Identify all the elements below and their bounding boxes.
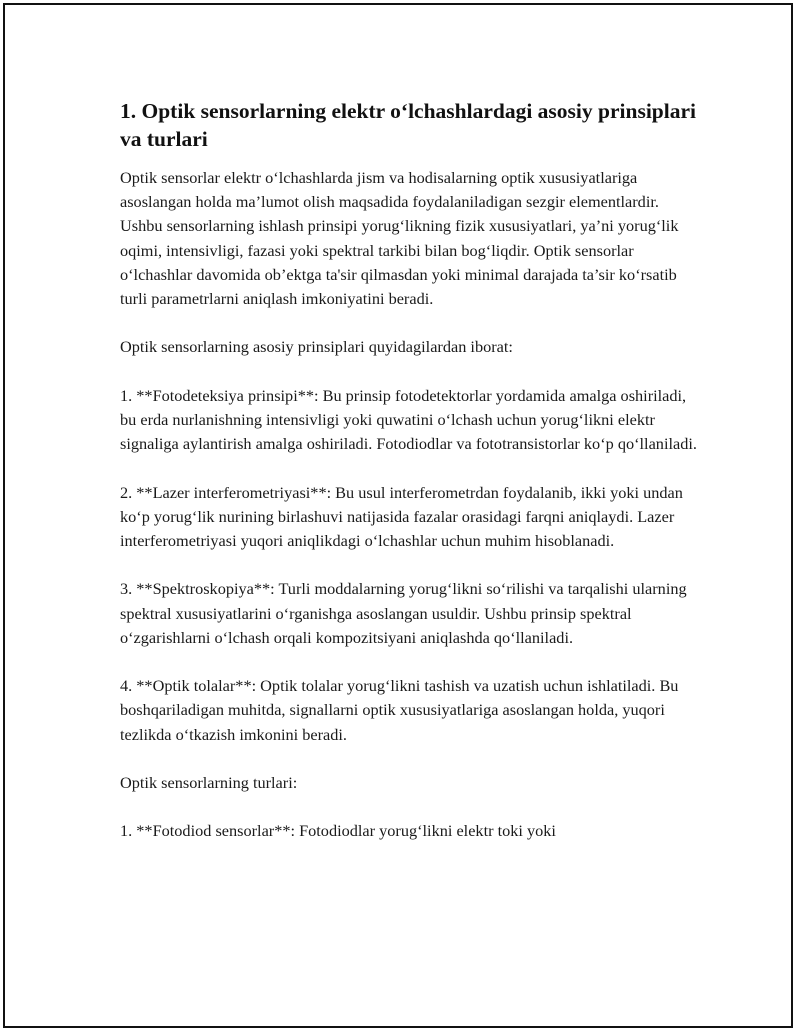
section-heading: 1. Optik sensorlarning elektr o‘lchashlardagi asosiy prinsiplari va turlari [120,99,696,151]
type-item-1: 1. **Fotodiod sensorlar**: Fotodiodlar yorug‘likni elektr toki yoki [120,821,556,841]
principle-item-2: 2. **Lazer interferometriyasi**: Bu usul interferometrdan foydalanib, ikki yoki undan ko‘p yorug‘lik nurining birlashuvi natijasida fazalar orasidagi farqni aniqlaydi. Lazer interferometriyasi yuqori aniqlikdagi o‘lchashlar uchun muhim hisoblanadi. [120,482,683,550]
principle-item-3: 3. **Spektroskopiya**: Turli moddalarning yorug‘likni so‘rilishi va tarqalishi ularning spektral xususiyatlarini o‘rganishga asoslangan usuldir. Ushbu prinsip spektral o‘zgarishlarni o‘lchash orqali kompozitsiyani aniqlashda qo‘llaniladi. [120,579,687,647]
principles-intro: Optik sensorlarning asosiy prinsiplari quyidagilardan iborat: [120,337,513,357]
document-content [120,97,700,868]
types-intro: Optik sensorlarning turlari: [120,772,298,792]
principle-item-4: 4. **Optik tolalar**: Optik tolalar yorug‘likni tashish va uzatish uchun ishlatiladi. Bu boshqariladigan muhitda, signallarni optik xususiyatlariga asoslangan holda, yuqori tezlikda o‘tkazish imkonini beradi. [120,676,679,744]
document-page [3,3,793,1028]
principle-item-1: 1. **Fotodeteksiya prinsipi**: Bu prinsip fotodetektorlar yordamida amalga oshiriladi, bu erda nurlanishning intensivligi yoki quwatini o‘lchash uchun yorug‘likni elektr signaliga aylantirish amalga oshiriladi. Fotodiodlar va fototransistorlar ko‘p qo‘llaniladi. [120,385,697,454]
intro-paragraph: Optik sensorlar elektr o‘lchashlarda jism va hodisalarning optik xususiyatlariga asoslangan holda ma’lumot olish maqsadida foydalaniladigan sezgir elementlardir. Ushbu sensorlarning ishlash prinsipi yorug‘likning fizik xususiyatlari, ya’ni yorug‘lik oqimi, intensivligi, fazasi yoki spektral tarkibi bilan bog‘liqdir. Optik sensorlar o‘lchashlar davomida ob’ektga ta'sir qilmasdan yoki minimal darajada ta’sir ko‘rsatib turli parametrlarni aniqlash imkoniyatini beradi. [120,168,679,309]
